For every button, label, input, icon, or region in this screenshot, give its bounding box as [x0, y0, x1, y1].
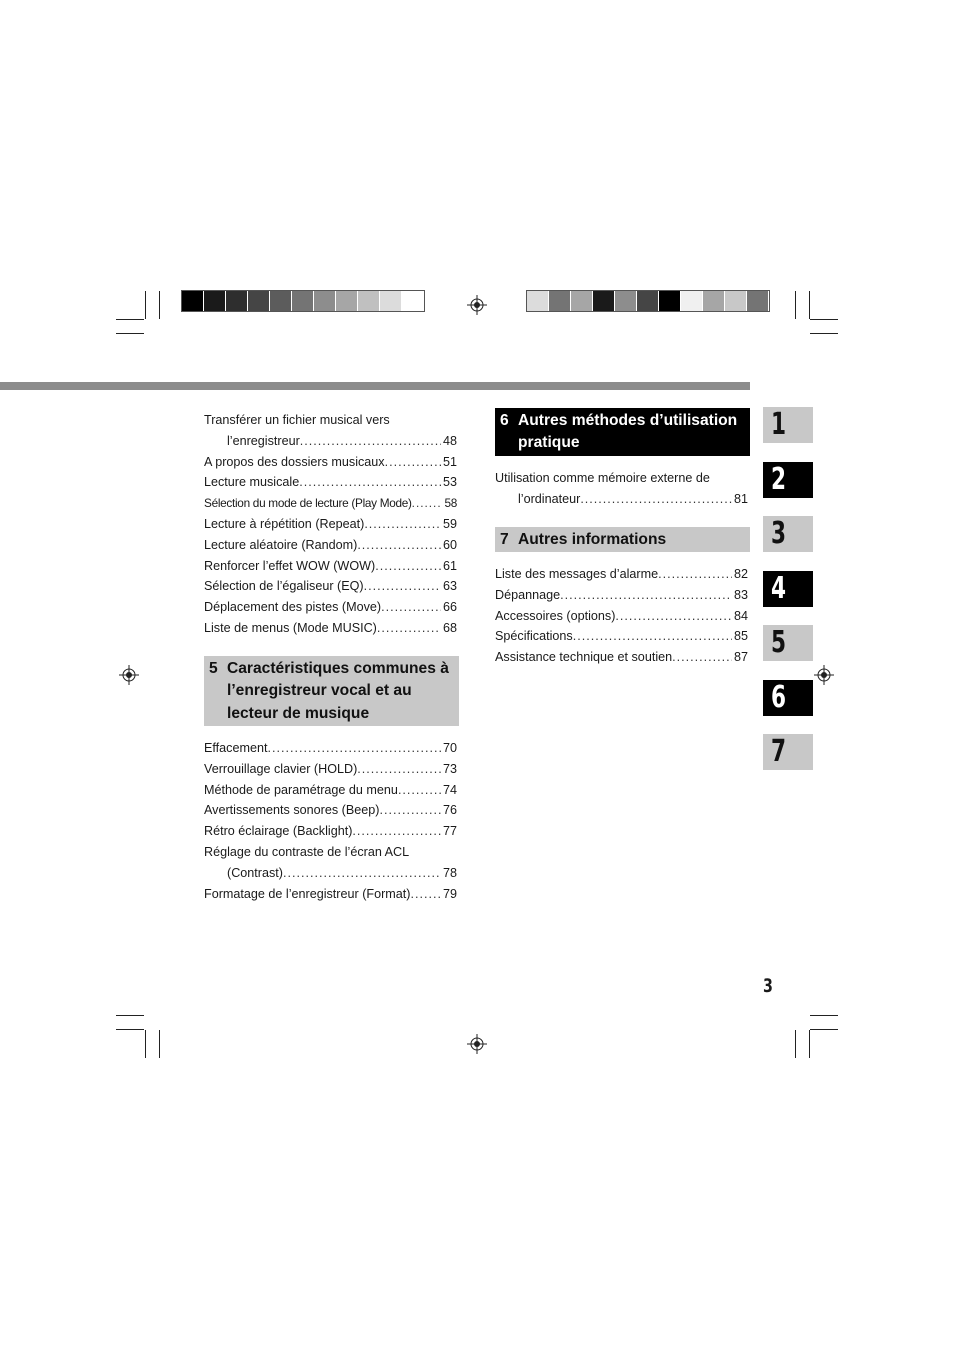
section-heading-6	[495, 408, 750, 456]
dot-leader	[357, 759, 441, 780]
toc-entry	[495, 626, 748, 647]
chapter-tab-3[interactable]	[763, 516, 813, 552]
toc-entry-page: 51	[442, 454, 457, 469]
color-swatch	[659, 291, 681, 311]
dot-leader	[379, 800, 441, 821]
toc-entry-continued: Transférer un fichier musical vers	[204, 413, 390, 427]
toc-entry	[204, 535, 457, 556]
toc-entry-page: 74	[442, 782, 457, 797]
toc-entry	[204, 863, 457, 884]
crop-mark	[795, 291, 796, 319]
color-swatch	[725, 291, 747, 311]
crop-mark	[116, 319, 144, 320]
toc-entry-title: Sélection du mode de lecture (Play Mode)	[204, 496, 412, 511]
toc-entry-page: 73	[442, 761, 457, 776]
section-heading-5	[204, 656, 459, 726]
dot-leader	[573, 626, 732, 647]
chapter-tab-2[interactable]	[763, 462, 813, 498]
toc-entry-title: Dépannage	[495, 587, 561, 602]
dot-leader	[658, 564, 732, 585]
crop-mark	[159, 291, 160, 319]
toc-entry-page: 58	[444, 496, 457, 511]
dot-leader	[398, 780, 441, 801]
color-swatch	[615, 291, 637, 311]
section-title: Caractéristiques communes à l’enregistreur vocal et au lecteur de musique	[227, 660, 449, 722]
toc-entry	[204, 780, 457, 801]
toc-entry-continued: Utilisation comme mémoire externe de	[495, 471, 710, 485]
chapter-tab-5[interactable]	[763, 625, 813, 661]
crop-mark	[809, 291, 810, 319]
toc-entry	[495, 564, 748, 585]
page-number: 3	[763, 975, 773, 997]
chapter-tab-label: 2	[771, 461, 787, 497]
section-title: Autres informations	[518, 531, 667, 548]
header-rule	[0, 382, 750, 390]
toc-entry-title: Déplacement des pistes (Move)	[204, 600, 382, 615]
section-title: Autres méthodes d’utilisation pratique	[518, 412, 738, 452]
toc-column-1-section-5	[204, 738, 457, 904]
dot-leader	[299, 472, 441, 493]
section-number: 6	[500, 412, 509, 429]
toc-entry-page: 68	[442, 620, 457, 635]
color-swatch	[292, 291, 314, 311]
color-swatch	[182, 291, 204, 311]
dot-leader	[672, 647, 732, 668]
toc-entry-continued: Réglage du contraste de l’écran ACL	[204, 844, 410, 859]
color-swatch	[703, 291, 725, 311]
toc-entry-page: 87	[733, 650, 748, 665]
chapter-tab-label: 4	[771, 570, 787, 606]
toc-entry-title: Lecture à répétition (Repeat)	[204, 516, 365, 531]
toc-entry-title: Méthode de paramétrage du menu	[204, 782, 398, 797]
toc-entry	[204, 472, 457, 493]
color-swatch	[358, 291, 380, 311]
color-swatch	[593, 291, 615, 311]
chapter-tab-label: 7	[771, 734, 787, 769]
chapter-tab-4[interactable]	[763, 571, 813, 607]
color-swatch	[402, 291, 424, 311]
toc-entry-title: Formatage de l’enregistreur (Format)	[204, 886, 411, 901]
toc-entry-page: 60	[442, 537, 457, 552]
section-number: 7	[500, 531, 509, 548]
toc-column-2-section-6	[495, 468, 748, 510]
toc-entry-title: Spécifications	[495, 629, 573, 644]
toc-entry-title: Sélection de l’égaliseur (EQ)	[204, 579, 364, 594]
section-number: 5	[209, 660, 218, 677]
toc-entry-page: 77	[442, 824, 457, 839]
toc-entry-title: Lecture aléatoire (Random)	[204, 537, 358, 552]
toc-entry	[204, 576, 457, 597]
crop-mark	[116, 1015, 144, 1016]
dot-leader	[300, 431, 441, 452]
toc-entry-page: 79	[442, 886, 457, 901]
toc-entry-title: A propos des dossiers musicaux	[204, 454, 385, 469]
dot-leader	[615, 606, 732, 627]
toc-entry	[204, 514, 457, 535]
toc-entry-title: (Contrast)	[227, 865, 283, 880]
toc-entry	[204, 431, 457, 452]
toc-entry-title: Accessoires (options)	[495, 608, 616, 623]
toc-entry	[204, 556, 457, 577]
toc-entry	[204, 759, 457, 780]
toc-entry-page: 59	[442, 516, 457, 531]
toc-entry-title: Renforcer l’effet WOW (WOW)	[204, 558, 376, 573]
color-swatch	[681, 291, 703, 311]
chapter-tab-7[interactable]	[763, 734, 813, 770]
dot-leader	[381, 597, 441, 618]
toc-entry-title: l’enregistreur	[227, 433, 300, 448]
toc-entry-page: 84	[733, 608, 748, 623]
crop-mark	[810, 1029, 838, 1030]
toc-entry	[204, 452, 457, 473]
toc-entry-page: 48	[442, 433, 457, 448]
toc-entry	[495, 585, 748, 606]
color-calibration-bar-left	[181, 290, 425, 312]
toc-entry-title: Rétro éclairage (Backlight)	[204, 824, 353, 839]
chapter-tab-label: 1	[771, 407, 787, 442]
dot-leader	[580, 489, 732, 510]
dot-leader	[377, 618, 441, 639]
toc-entry-title: Assistance technique et soutien	[495, 650, 673, 665]
toc-column-2-section-7	[495, 564, 748, 668]
toc-entry-page: 76	[442, 803, 457, 818]
color-swatch	[571, 291, 593, 311]
chapter-tab-label: 5	[771, 625, 787, 660]
dot-leader	[410, 884, 441, 905]
toc-entry	[495, 647, 748, 668]
crop-mark	[145, 1030, 146, 1058]
toc-entry-page: 70	[442, 741, 457, 755]
registration-target-icon	[467, 1034, 487, 1054]
dot-leader	[352, 821, 441, 842]
toc-entry	[204, 821, 457, 842]
toc-entry	[204, 493, 457, 514]
toc-entry-page: 61	[442, 558, 457, 573]
toc-entry-title: Effacement	[204, 741, 268, 755]
toc-entry-page: 66	[442, 600, 457, 615]
toc-entry-page: 78	[442, 865, 457, 880]
toc-entry	[204, 884, 457, 905]
crop-mark	[810, 319, 838, 320]
toc-entry-title: Avertissements sonores (Beep)	[204, 803, 380, 818]
toc-entry-page: 63	[442, 579, 457, 594]
toc-entry-title: Verrouillage clavier (HOLD)	[204, 761, 358, 776]
crop-mark	[809, 1030, 810, 1058]
crop-mark	[116, 1029, 144, 1030]
color-swatch	[336, 291, 358, 311]
dot-leader	[375, 556, 441, 577]
crop-mark	[810, 1015, 838, 1016]
registration-target-icon	[814, 665, 834, 685]
dot-leader	[412, 493, 443, 514]
toc-entry-page: 82	[733, 567, 748, 581]
chapter-tab-1[interactable]	[763, 407, 813, 443]
toc-entry-title: Liste de menus (Mode MUSIC)	[204, 620, 377, 635]
registration-target-icon	[467, 295, 487, 315]
toc-entry	[204, 800, 457, 821]
color-swatch	[527, 291, 549, 311]
toc-entry	[495, 489, 748, 510]
chapter-tab-label: 3	[771, 516, 787, 551]
registration-target-icon	[119, 665, 139, 685]
color-swatch	[314, 291, 336, 311]
toc-entry	[495, 606, 748, 627]
crop-mark	[159, 1030, 160, 1058]
dot-leader	[357, 535, 441, 556]
dot-leader	[364, 514, 441, 535]
chapter-tab-6[interactable]	[763, 680, 813, 716]
dot-leader	[560, 585, 732, 606]
section-heading-7	[495, 527, 750, 552]
toc-entry-page: 53	[442, 475, 457, 490]
toc-entry	[204, 597, 457, 618]
color-swatch	[248, 291, 270, 311]
color-calibration-bar-right	[526, 290, 770, 312]
color-swatch	[270, 291, 292, 311]
color-swatch	[226, 291, 248, 311]
color-swatch	[549, 291, 571, 311]
toc-entry-page: 81	[733, 491, 748, 506]
toc-entry-title: Lecture musicale	[204, 475, 300, 490]
dot-leader	[283, 863, 441, 884]
color-swatch	[204, 291, 226, 311]
crop-mark	[795, 1030, 796, 1058]
toc-entry-page: 83	[733, 587, 748, 602]
toc-entry-title: Liste des messages d’alarme	[495, 567, 659, 581]
crop-mark	[116, 333, 144, 334]
toc-entry	[204, 738, 457, 759]
toc-entry-page: 85	[733, 629, 748, 644]
toc-column-1	[204, 410, 457, 639]
toc-entry	[204, 618, 457, 639]
crop-mark	[145, 291, 146, 319]
dot-leader	[385, 452, 441, 473]
crop-mark	[810, 333, 838, 334]
color-swatch	[637, 291, 659, 311]
color-swatch	[380, 291, 402, 311]
color-swatch	[747, 291, 769, 311]
toc-entry-title: l’ordinateur	[518, 491, 581, 506]
dot-leader	[267, 738, 441, 759]
chapter-tab-label: 6	[771, 679, 787, 715]
dot-leader	[364, 576, 441, 597]
